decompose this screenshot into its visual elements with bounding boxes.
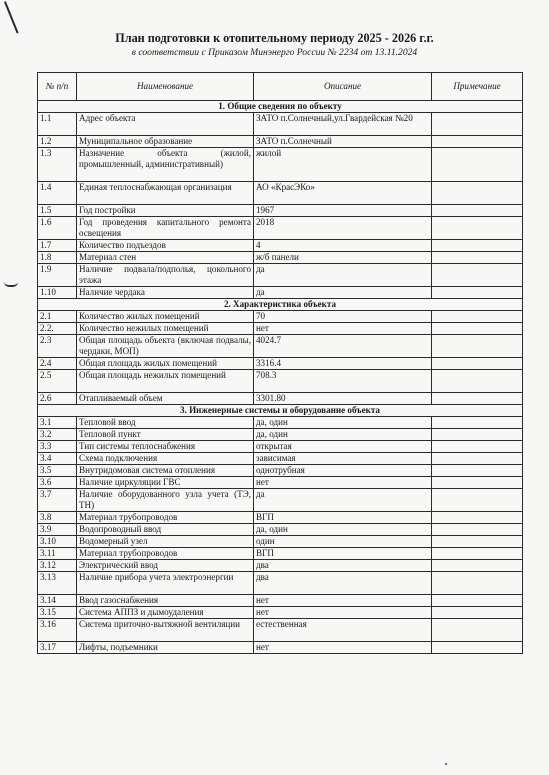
table-row [38, 252, 523, 264]
row-name: Лифты, подъемники [77, 642, 254, 654]
row-note [432, 642, 523, 654]
row-number: 1.7 [38, 240, 77, 252]
table-row [38, 205, 523, 217]
table-row [38, 264, 523, 287]
table-body [38, 101, 523, 654]
row-description: жилой [254, 148, 432, 182]
row-note [432, 417, 523, 429]
table-row [38, 477, 523, 489]
row-description: нет [254, 323, 432, 335]
table-row [38, 370, 523, 393]
row-description: 70 [254, 311, 432, 323]
row-description: нет [254, 477, 432, 489]
row-name: Тепловой пункт [77, 429, 254, 441]
row-number: 2.5 [38, 370, 77, 393]
table-row [38, 595, 523, 607]
row-name: Количество подъездов [77, 240, 254, 252]
row-description: 1967 [254, 205, 432, 217]
row-name: Водомерный узел [77, 536, 254, 548]
row-name: Адрес объекта [77, 113, 254, 136]
table-row [38, 548, 523, 560]
row-note [432, 536, 523, 548]
table-row [38, 560, 523, 572]
table-row [38, 441, 523, 453]
page-title: План подготовки к отопительному периоду 2025 - 2026 г.г. [115, 31, 434, 45]
row-number: 3.4 [38, 453, 77, 465]
row-description: нет [254, 642, 432, 654]
row-description: да [254, 489, 432, 512]
section-title: 3. Инженерные системы и оборудование объекта [38, 405, 523, 417]
section-header-row [38, 101, 523, 113]
row-number: 3.16 [38, 619, 77, 642]
row-number: 2.4 [38, 358, 77, 370]
table-row [38, 417, 523, 429]
row-note [432, 240, 523, 252]
row-description: да, один [254, 429, 432, 441]
row-note [432, 572, 523, 595]
row-number: 3.10 [38, 536, 77, 548]
page-subtitle: в соответствии с Приказом Минэнерго России № 2234 от 13.11.2024 [131, 47, 418, 58]
table-row [38, 311, 523, 323]
table-row [38, 607, 523, 619]
row-note [432, 524, 523, 536]
row-note [432, 311, 523, 323]
row-name: Система приточно-вытяжной вентиляции [77, 619, 254, 642]
row-name: Внутридомовая система отопления [77, 465, 254, 477]
row-note [432, 619, 523, 642]
row-description: АО «КрасЭКо» [254, 182, 432, 205]
table-row [38, 572, 523, 595]
row-name: Тепловой ввод [77, 417, 254, 429]
table-row [38, 240, 523, 252]
column-header-description: Описание [254, 73, 432, 101]
row-name: Наличие циркуляции ГВС [77, 477, 254, 489]
table-row [38, 465, 523, 477]
row-name: Материал трубопроводов [77, 548, 254, 560]
row-name: Отапливаемый объем [77, 393, 254, 405]
table-row [38, 453, 523, 465]
row-number: 3.8 [38, 512, 77, 524]
row-note [432, 287, 523, 299]
table-row [38, 287, 523, 299]
column-header-number: № п/п [38, 73, 77, 101]
row-description: ВГП [254, 548, 432, 560]
table-row [38, 148, 523, 182]
row-number: 1.8 [38, 252, 77, 264]
row-number: 2.1 [38, 311, 77, 323]
row-number: 3.14 [38, 595, 77, 607]
row-description: 4 [254, 240, 432, 252]
table-header-row [38, 73, 523, 101]
row-number: 3.1 [38, 417, 77, 429]
row-number: 3.17 [38, 642, 77, 654]
row-note [432, 370, 523, 393]
row-note [432, 393, 523, 405]
row-description: однотрубная [254, 465, 432, 477]
row-description: 708.3 [254, 370, 432, 393]
row-number: 2.6 [38, 393, 77, 405]
row-description: да, один [254, 417, 432, 429]
row-note [432, 136, 523, 148]
row-description: два [254, 560, 432, 572]
row-number: 1.10 [38, 287, 77, 299]
row-number: 3.9 [38, 524, 77, 536]
row-name: Наличие чердака [77, 287, 254, 299]
row-number: 3.12 [38, 560, 77, 572]
row-description: нет [254, 607, 432, 619]
plan-table [37, 72, 523, 654]
row-note [432, 358, 523, 370]
row-note [432, 217, 523, 240]
row-note [432, 323, 523, 335]
row-number: 3.11 [38, 548, 77, 560]
row-description: ЗАТО п.Солнечный [254, 136, 432, 148]
row-name: Система АППЗ и дымоудаления [77, 607, 254, 619]
row-number: 1.2 [38, 136, 77, 148]
row-name: Наличие подвала/подполья, цокольного этажа [77, 264, 254, 287]
section-header-row [38, 299, 523, 311]
row-number: 3.5 [38, 465, 77, 477]
row-number: 2.3 [38, 335, 77, 358]
table-row [38, 323, 523, 335]
row-name: Год проведения капитального ремонта освещения [77, 217, 254, 240]
table-row [38, 619, 523, 642]
row-description: да [254, 264, 432, 287]
row-description: два [254, 572, 432, 595]
row-note [432, 560, 523, 572]
row-name: Ввод газоснабжения [77, 595, 254, 607]
row-note [432, 205, 523, 217]
row-name: Количество жилых помещений [77, 311, 254, 323]
row-description: один [254, 536, 432, 548]
row-name: Общая площадь жилых помещений [77, 358, 254, 370]
row-note [432, 465, 523, 477]
row-note [432, 148, 523, 182]
row-description: 4024.7 [254, 335, 432, 358]
row-note [432, 335, 523, 358]
row-description: да, один [254, 524, 432, 536]
table-row [38, 217, 523, 240]
row-description: ж/б панели [254, 252, 432, 264]
row-note [432, 595, 523, 607]
table-row [38, 335, 523, 358]
row-number: 1.9 [38, 264, 77, 287]
row-name: Электрический ввод [77, 560, 254, 572]
row-note [432, 489, 523, 512]
table-row [38, 182, 523, 205]
row-note [432, 182, 523, 205]
row-note [432, 252, 523, 264]
row-number: 1.3 [38, 148, 77, 182]
table-row [38, 512, 523, 524]
row-name: Количество нежилых помещений [77, 323, 254, 335]
row-note [432, 264, 523, 287]
row-name: Наличие оборудованного узла учета (ТЭ, ТН) [77, 489, 254, 512]
row-name: Муниципальное образование [77, 136, 254, 148]
row-name: Схема подключения [77, 453, 254, 465]
row-number: 3.6 [38, 477, 77, 489]
row-number: 3.2 [38, 429, 77, 441]
row-description: ЗАТО п.Солнечный,ул.Гвардейская №20 [254, 113, 432, 136]
row-name: Водопроводный ввод [77, 524, 254, 536]
table-row [38, 358, 523, 370]
table-row [38, 536, 523, 548]
row-number: 1.4 [38, 182, 77, 205]
row-note [432, 512, 523, 524]
section-title: 1. Общие сведения по объекту [38, 101, 523, 113]
table-row [38, 429, 523, 441]
scan-mark [4, 1, 19, 33]
row-note [432, 548, 523, 560]
row-note [432, 113, 523, 136]
row-note [432, 453, 523, 465]
table-row [38, 524, 523, 536]
row-number: 2.2. [38, 323, 77, 335]
row-name: Общая площадь нежилых помещений [77, 370, 254, 393]
row-description: открытая [254, 441, 432, 453]
row-name: Назначение объекта (жилой, промышленный, административный) [77, 148, 254, 182]
row-number: 3.3 [38, 441, 77, 453]
page-speck [445, 763, 447, 765]
column-header-note: Примечание [432, 73, 523, 101]
row-number: 3.7 [38, 489, 77, 512]
row-description: 3316.4 [254, 358, 432, 370]
row-description: 2018 [254, 217, 432, 240]
row-note [432, 441, 523, 453]
row-description: зависимая [254, 453, 432, 465]
table-row [38, 489, 523, 512]
section-title: 2. Характеристика объекта [38, 299, 523, 311]
row-name: Единая теплоснабжающая организация [77, 182, 254, 205]
row-number: 3.13 [38, 572, 77, 595]
row-note [432, 607, 523, 619]
row-description: 3301.80 [254, 393, 432, 405]
row-description: ВГП [254, 512, 432, 524]
column-header-name: Наименование [77, 73, 254, 101]
row-name: Общая площадь объекта (включая подвалы, чердаки, МОП) [77, 335, 254, 358]
row-name: Материал стен [77, 252, 254, 264]
row-number: 3.15 [38, 607, 77, 619]
scan-mark-bracket [4, 282, 18, 287]
row-note [432, 477, 523, 489]
row-name: Наличие прибора учета электроэнергии [77, 572, 254, 595]
table-row [38, 393, 523, 405]
row-number: 1.1 [38, 113, 77, 136]
section-header-row [38, 405, 523, 417]
row-description: естественная [254, 619, 432, 642]
table-row [38, 113, 523, 136]
row-number: 1.6 [38, 217, 77, 240]
row-note [432, 429, 523, 441]
row-description: да [254, 287, 432, 299]
row-description: нет [254, 595, 432, 607]
row-name: Тип системы теплоснабжения [77, 441, 254, 453]
table-row [38, 642, 523, 654]
table-row [38, 136, 523, 148]
row-number: 1.5 [38, 205, 77, 217]
row-name: Материал трубопроводов [77, 512, 254, 524]
row-name: Год постройки [77, 205, 254, 217]
